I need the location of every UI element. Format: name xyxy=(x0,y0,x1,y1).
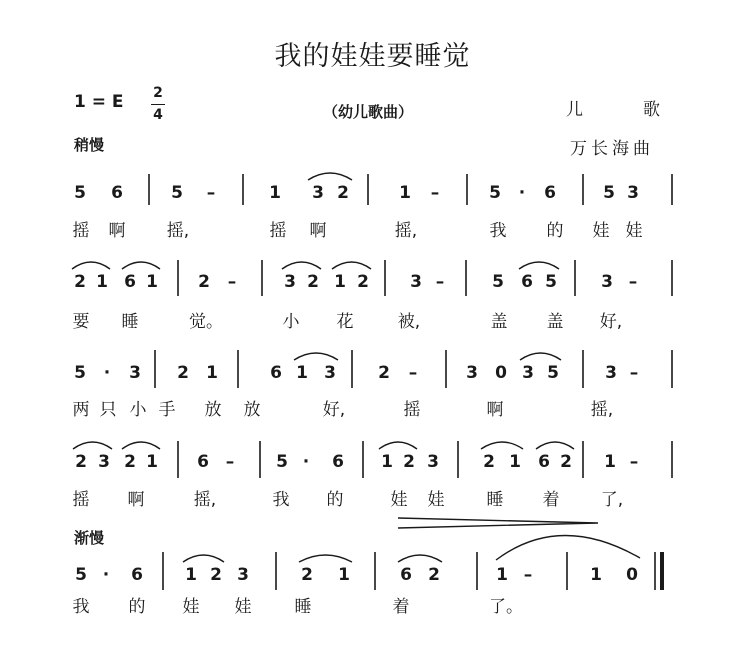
score-note: · xyxy=(302,452,310,472)
lyric-syllable: 睡 xyxy=(121,312,139,332)
score-note: 2 xyxy=(198,272,210,292)
score-note: 3 xyxy=(324,363,336,383)
slur xyxy=(294,353,338,360)
score-note: 1 xyxy=(185,565,197,585)
score-note: – xyxy=(629,452,639,472)
score-note: 5 xyxy=(603,183,615,203)
score-note: 1 xyxy=(604,452,616,472)
score-note: 2 xyxy=(337,183,349,203)
score-note: 3 xyxy=(427,452,439,472)
score-note: 6 xyxy=(544,183,556,203)
lyric-syllable: 盖 xyxy=(546,312,564,332)
score-note: 5 xyxy=(492,272,504,292)
score-note: 5 xyxy=(489,183,501,203)
score-note: 3 xyxy=(601,272,613,292)
time-signature-bottom: 4 xyxy=(153,107,163,123)
score-note: 3 xyxy=(466,363,478,383)
lyric-syllable: 摇 xyxy=(72,490,90,510)
score-note: 6 xyxy=(400,565,412,585)
score-note: 2 xyxy=(210,565,222,585)
score-note: 2 xyxy=(357,272,369,292)
slur xyxy=(183,555,224,562)
score-note: 1 xyxy=(296,363,308,383)
score-note: 2 xyxy=(428,565,440,585)
lyric-syllable: 我 xyxy=(489,221,507,241)
slur xyxy=(536,442,574,449)
lyric-syllable: 娃 xyxy=(390,490,408,510)
lyric-syllable: 的 xyxy=(546,221,564,241)
lyric-syllable: 小 xyxy=(129,400,147,420)
lyric-syllable: 手 xyxy=(158,400,176,420)
lyric-syllable: 了。 xyxy=(489,597,523,617)
score-note: – xyxy=(629,363,639,383)
time-signature-top: 2 xyxy=(153,85,163,101)
score-note: 1 xyxy=(338,565,350,585)
score-note: · xyxy=(103,363,111,383)
tempo-marking-start: 稍慢 xyxy=(74,136,105,154)
score-note: 3 xyxy=(312,183,324,203)
score-note: – xyxy=(430,183,440,203)
lyric-syllable: 两 xyxy=(72,400,90,420)
slur xyxy=(520,353,561,360)
score-note: 3 xyxy=(627,183,639,203)
score-note: 3 xyxy=(522,363,534,383)
score-note: 1 xyxy=(590,565,602,585)
score-note: 5 xyxy=(74,363,86,383)
lyric-syllable: 摇, xyxy=(394,221,418,241)
lyric-syllable: 啊 xyxy=(127,490,145,510)
lyric-syllable: 被, xyxy=(397,312,421,332)
slur xyxy=(282,262,321,269)
lyric-syllable: 的 xyxy=(326,490,344,510)
song-subtitle: （幼儿歌曲） xyxy=(323,103,414,121)
lyric-syllable: 的 xyxy=(128,597,146,617)
lyric-syllable: 娃 xyxy=(182,597,200,617)
tempo-marking-change: 渐慢 xyxy=(74,529,105,547)
lyric-syllable: 娃 xyxy=(592,221,610,241)
score-note: 2 xyxy=(483,452,495,472)
key-signature: 1 = E xyxy=(74,92,124,112)
score-note: – xyxy=(227,272,237,292)
score-note: 5 xyxy=(276,452,288,472)
score-note: – xyxy=(435,272,445,292)
score-note: 1 xyxy=(146,272,158,292)
slur xyxy=(379,442,417,449)
lyric-syllable: 觉。 xyxy=(189,312,223,332)
slur xyxy=(519,262,559,269)
score-note: 6 xyxy=(538,452,550,472)
score-note: – xyxy=(628,272,638,292)
lyric-syllable: 娃 xyxy=(427,490,445,510)
lyric-syllable: 睡 xyxy=(486,490,504,510)
slur xyxy=(398,555,442,562)
final-bar-thick xyxy=(660,552,664,590)
long-tie xyxy=(496,535,640,560)
lyric-syllable: 啊 xyxy=(486,400,504,420)
lyric-syllable: 摇 xyxy=(403,400,421,420)
score-note: – xyxy=(206,183,216,203)
score-note: 1 xyxy=(146,452,158,472)
lyric-syllable: 摇, xyxy=(590,400,614,420)
lyricist-credit: 儿歌 xyxy=(566,100,720,120)
score-note: 3 xyxy=(605,363,617,383)
score-note: 6 xyxy=(332,452,344,472)
lyric-syllable: 我 xyxy=(272,490,290,510)
score-note: 1 xyxy=(509,452,521,472)
lyric-syllable: 放 xyxy=(243,400,261,420)
score-note: – xyxy=(408,363,418,383)
score-note: 2 xyxy=(74,272,86,292)
score-note: 5 xyxy=(74,183,86,203)
song-title: 我的娃娃要睡觉 xyxy=(274,41,471,72)
lyric-syllable: 娃 xyxy=(234,597,252,617)
lyric-syllable: 好, xyxy=(322,400,346,420)
score-note: – xyxy=(225,452,235,472)
score-note: 5 xyxy=(171,183,183,203)
score-note: 6 xyxy=(124,272,136,292)
slur xyxy=(332,262,371,269)
lyric-syllable: 娃 xyxy=(625,221,643,241)
score-note: 2 xyxy=(75,452,87,472)
score-note: 1 xyxy=(334,272,346,292)
lyric-syllable: 啊 xyxy=(108,221,126,241)
score-note: 1 xyxy=(269,183,281,203)
lyric-syllable: 摇, xyxy=(166,221,190,241)
lyric-syllable: 了, xyxy=(600,490,624,510)
score-note: 5 xyxy=(545,272,557,292)
score-note: 2 xyxy=(378,363,390,383)
composer-credit: 万长海曲 xyxy=(570,139,654,159)
lyric-syllable: 盖 xyxy=(490,312,508,332)
lyric-syllable: 啊 xyxy=(309,221,327,241)
slur xyxy=(73,442,112,449)
score-note: 2 xyxy=(307,272,319,292)
score-note: 2 xyxy=(560,452,572,472)
score-note: 6 xyxy=(521,272,533,292)
lyric-syllable: 摇 xyxy=(72,221,90,241)
lyric-syllable: 小 xyxy=(282,312,300,332)
score-note: 6 xyxy=(270,363,282,383)
score-note: – xyxy=(523,565,533,585)
score-note: 0 xyxy=(626,565,638,585)
slur xyxy=(481,442,523,449)
score-note: 3 xyxy=(410,272,422,292)
score-note: 3 xyxy=(237,565,249,585)
score-note: 2 xyxy=(301,565,313,585)
score-note: 0 xyxy=(495,363,507,383)
lyric-syllable: 着 xyxy=(542,490,560,510)
score-note: 3 xyxy=(284,272,296,292)
score-note: 6 xyxy=(111,183,123,203)
lyric-syllable: 摇 xyxy=(269,221,287,241)
score-note: 6 xyxy=(197,452,209,472)
score-note: 6 xyxy=(131,565,143,585)
score-note: 1 xyxy=(96,272,108,292)
lyric-syllable: 着 xyxy=(392,597,410,617)
score-note: 1 xyxy=(496,565,508,585)
lyric-syllable: 睡 xyxy=(294,597,312,617)
score-note: · xyxy=(518,183,526,203)
score-note: 3 xyxy=(129,363,141,383)
slur xyxy=(122,442,160,449)
lyric-syllable: 只 xyxy=(99,400,117,420)
lyric-syllable: 要 xyxy=(72,312,90,332)
score-note: 1 xyxy=(399,183,411,203)
score-note: 2 xyxy=(403,452,415,472)
score-note: 1 xyxy=(381,452,393,472)
score-note: · xyxy=(102,565,110,585)
slur xyxy=(308,173,352,180)
slur xyxy=(122,262,160,269)
lyric-syllable: 好, xyxy=(599,312,623,332)
score-note: 5 xyxy=(547,363,559,383)
lyric-syllable: 摇, xyxy=(193,490,217,510)
lyric-syllable: 我 xyxy=(72,597,90,617)
decrescendo-hairpin xyxy=(398,518,598,528)
score-note: 3 xyxy=(98,452,110,472)
lyric-syllable: 花 xyxy=(336,312,354,332)
slur xyxy=(299,555,352,562)
score-note: 5 xyxy=(75,565,87,585)
lyric-syllable: 放 xyxy=(204,400,222,420)
score-note: 2 xyxy=(177,363,189,383)
slur xyxy=(72,262,110,269)
score-note: 1 xyxy=(206,363,218,383)
score-note: 2 xyxy=(124,452,136,472)
